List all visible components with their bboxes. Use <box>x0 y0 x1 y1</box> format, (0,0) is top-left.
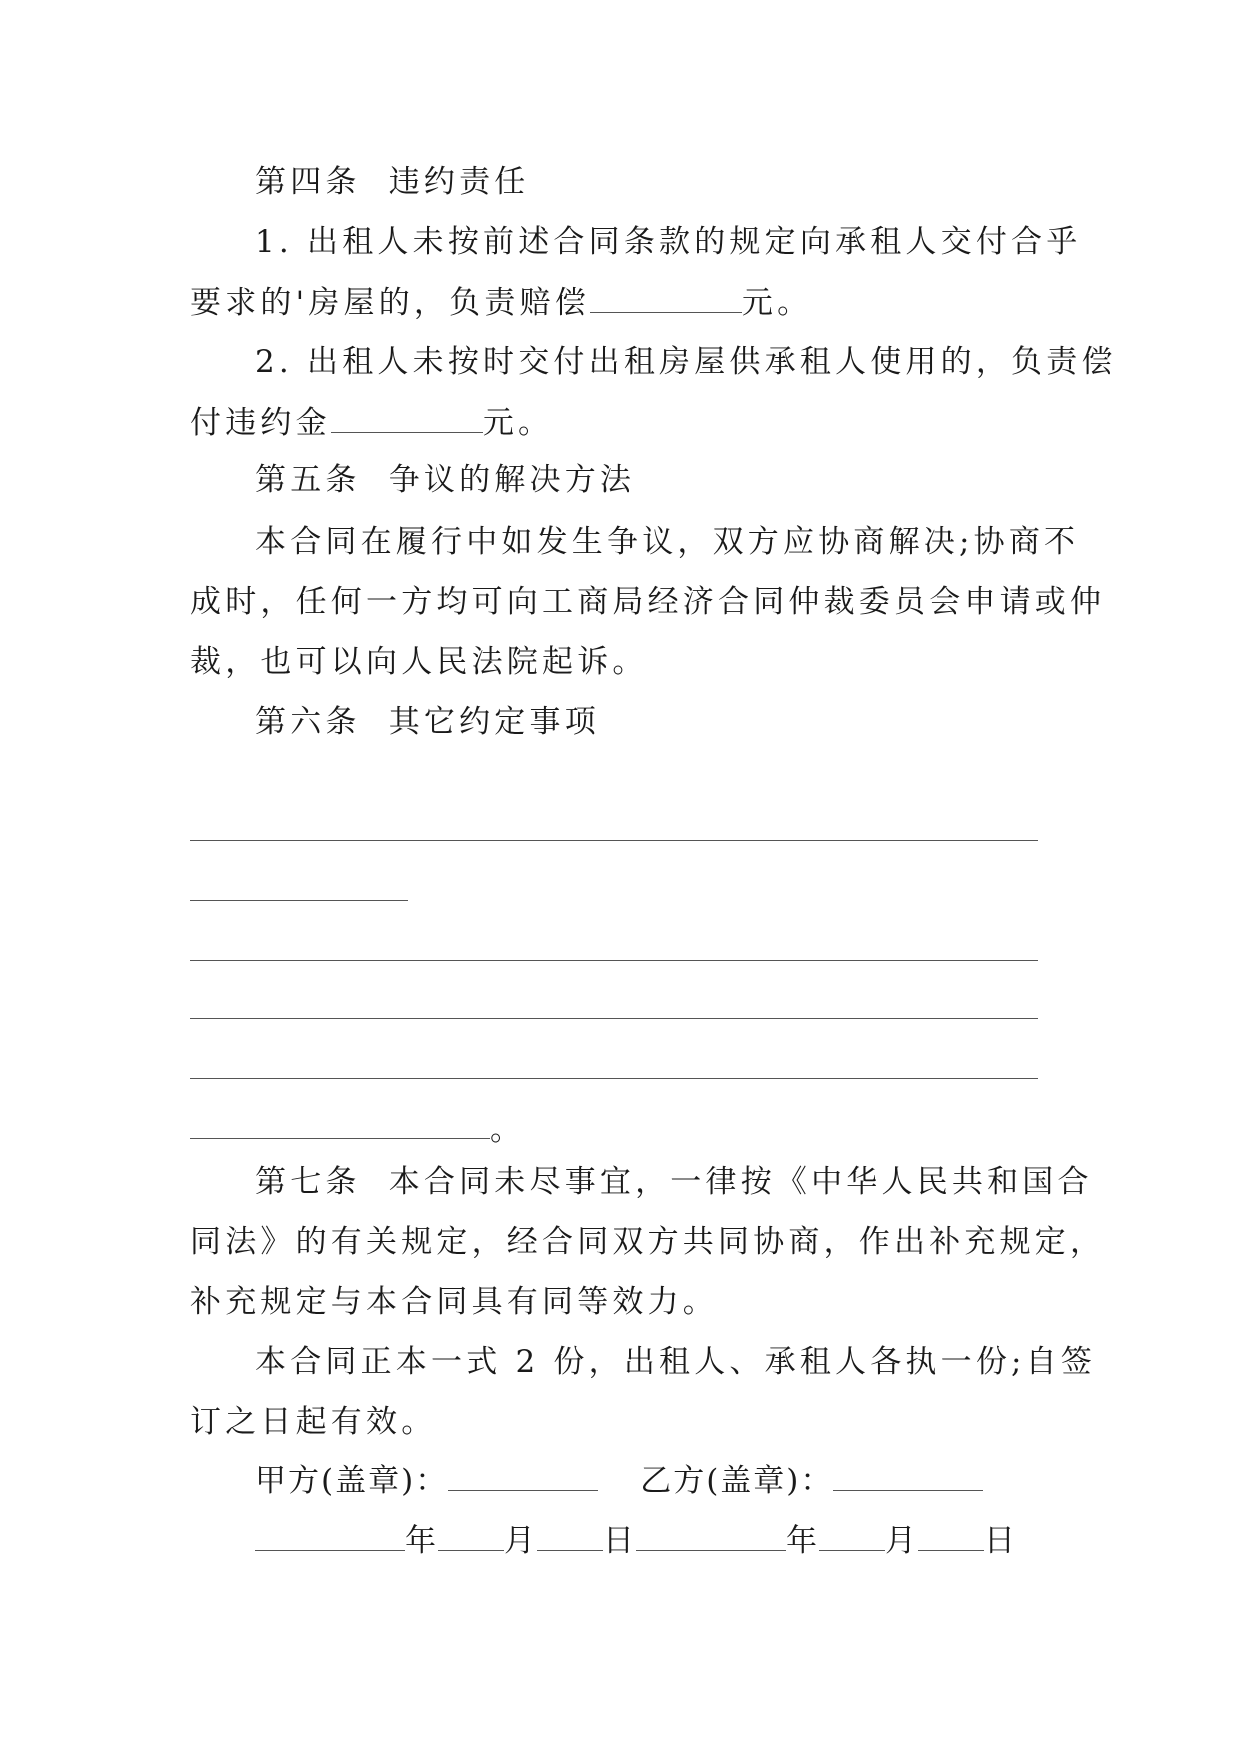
party-b-day-blank[interactable] <box>918 1520 984 1551</box>
party-b-year-label: 年 <box>786 1523 819 1559</box>
party-a-year-blank[interactable] <box>255 1520 405 1551</box>
other-terms-blank-line-6[interactable] <box>190 1138 490 1139</box>
party-a-day-label: 日 <box>603 1523 636 1559</box>
article5-line2: 成时，任何一方均可向工商局经济合同仲裁委员会申请或仲 <box>190 584 1106 620</box>
article5-line1: 本合同在履行中如发生争议，双方应协商解决;协商不 <box>255 524 1080 560</box>
article4-item1-line1: 1. 出租人未按前述合同条款的规定向承租人交付合乎 <box>255 224 1082 260</box>
party-b-month-blank[interactable] <box>819 1520 885 1551</box>
party-b-month-label: 月 <box>885 1523 918 1559</box>
date-row <box>255 1520 1095 1561</box>
article7-line2: 同法》的有关规定，经合同双方共同协商，作出补充规定， <box>190 1224 1106 1260</box>
party-a-day-blank[interactable] <box>537 1520 603 1551</box>
article6-heading: 第六条 其它约定事项 <box>255 704 600 740</box>
article4-item2-text: 付违约金 <box>190 405 331 441</box>
party-a-month-label: 月 <box>504 1523 537 1559</box>
article4-item2-unit: 元。 <box>482 405 554 441</box>
party-a-year-label: 年 <box>405 1523 438 1559</box>
other-terms-blank-line-4[interactable] <box>190 1018 1038 1019</box>
other-terms-blank-line-2[interactable] <box>190 900 408 901</box>
party-a-seal-blank[interactable] <box>448 1460 598 1491</box>
article4-item1-unit: 元。 <box>741 285 813 321</box>
other-terms-blank-line-1[interactable] <box>190 840 1038 841</box>
compensation-amount-blank[interactable] <box>590 282 742 313</box>
article7-line1: 第七条 本合同未尽事宜，一律按《中华人民共和国合 <box>255 1164 1093 1200</box>
article4-item1-text: 要求的'房屋的，负责赔偿 <box>190 285 590 321</box>
other-terms-blank-line-5[interactable] <box>190 1078 1038 1079</box>
party-a-month-blank[interactable] <box>438 1520 504 1551</box>
article5-heading: 第五条 争议的解决方法 <box>255 462 636 498</box>
party-b-day-label: 日 <box>984 1523 1017 1559</box>
article4-item1-line2 <box>190 282 1090 323</box>
article7-line3: 补充规定与本合同具有同等效力。 <box>190 1284 718 1320</box>
signature-row <box>255 1460 1095 1501</box>
other-terms-end-mark: 。 <box>490 1112 521 1148</box>
party-a-label: 甲方(盖章)： <box>255 1463 449 1499</box>
copies-line2: 订之日起有效。 <box>190 1404 437 1440</box>
article5-line3: 裁，也可以向人民法院起诉。 <box>190 644 648 680</box>
party-b-year-blank[interactable] <box>636 1520 786 1551</box>
copies-line1: 本合同正本一式 2 份，出租人、承租人各执一份;自签 <box>255 1344 1097 1380</box>
penalty-amount-blank[interactable] <box>331 402 483 433</box>
article4-item2-line2 <box>190 402 1090 443</box>
article4-heading: 第四条 违约责任 <box>255 164 530 200</box>
party-b-label: 乙方(盖章)： <box>640 1463 834 1499</box>
other-terms-blank-line-3[interactable] <box>190 960 1038 961</box>
party-b-seal-blank[interactable] <box>833 1460 983 1491</box>
article4-item2-line1: 2. 出租人未按时交付出租房屋供承租人使用的，负责偿 <box>255 344 1117 380</box>
